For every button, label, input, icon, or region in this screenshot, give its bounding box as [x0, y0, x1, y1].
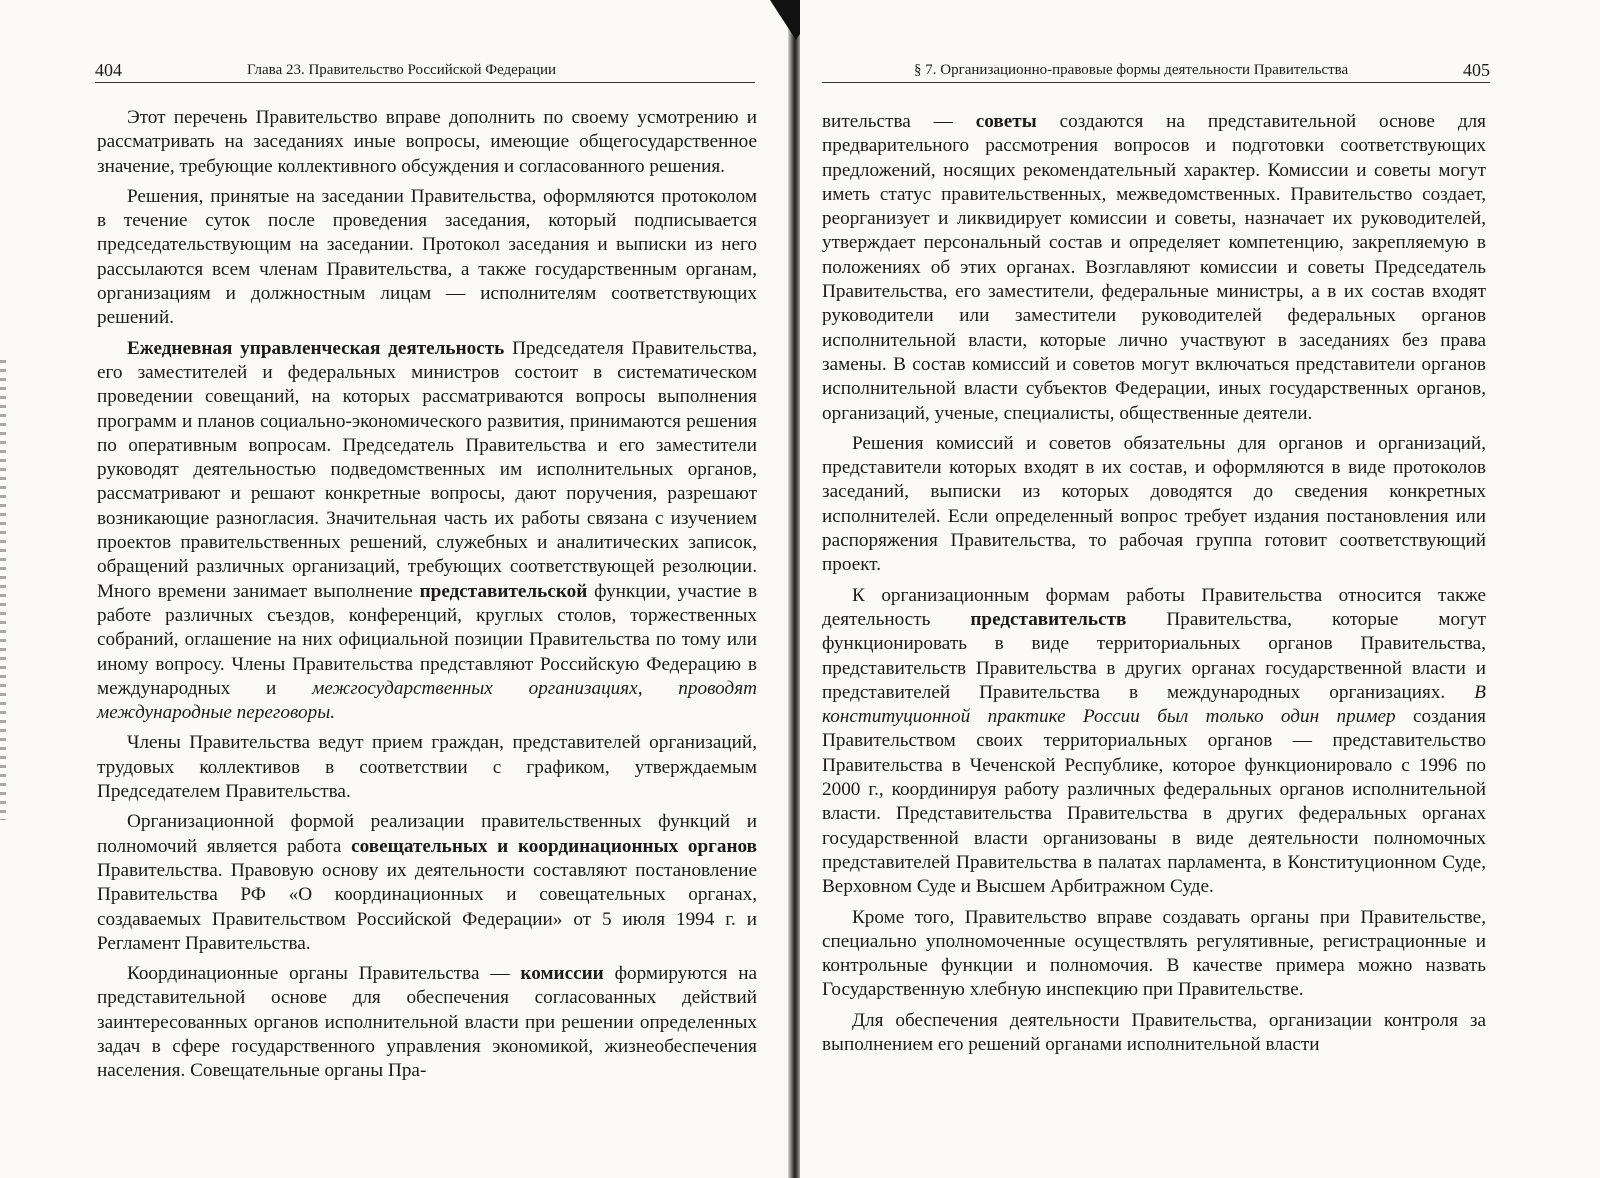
left-page — [0, 0, 790, 1178]
bold-term: комиссии — [520, 963, 604, 985]
left-page-header — [95, 58, 755, 83]
right-page — [800, 0, 1600, 1178]
text-run: вительства — — [822, 111, 976, 132]
text-run: Решения комиссий и советов обязательны для органов и организаций, представители которых входят в их состав, и оформляются в виде протоколов заседаний, выписки из которых доводятся до сведения конкретных исполнителей. Если определенный вопрос требует издания постановления или распоряжения Правительства, то рабочая группа готовит соответствующий проект. — [822, 432, 1486, 576]
bold-term: совещательных и координационных органов — [351, 835, 757, 857]
paragraph — [822, 906, 1486, 1003]
paragraph — [97, 731, 757, 804]
text-run: формируются на представительной основе для обеспечения согласованных действий заинтересованных органов исполнительной власти при решении определенных задач в сфере государственного управления экономикой, жизнеобеспечения населения. Совещательные органы Пра- — [97, 963, 757, 1082]
paragraph — [97, 337, 757, 726]
right-running-header: § 7. Организационно-правовые формы деятельности Правительства — [914, 62, 1349, 78]
text-run: К организационным формам работы Правительства относится также деятельность — [822, 584, 1486, 630]
italic-text: межгосударственных организациях, проводят международные переговоры. — [97, 677, 757, 724]
right-page-header — [822, 58, 1490, 83]
text-run: создания Правительством своих территориальных органов — представительство Правительства в Чеченской Республике, которое функционировало с 1996 по 2000 г., координируя работу различных федеральных органов исполнительной власти. Представительства Правительства в других федеральных органах государственной власти организованы в виде деятельности полномочных представителей Правительства в палатах парламента, в Конституционном Суде, Верховном Суде и Высшем Арбитражном Суде. — [822, 706, 1487, 898]
left-running-header: Глава 23. Правительство Российской Федерации — [247, 62, 557, 78]
text-run: Для обеспечения деятельности Правительства, организации контроля за выполнением его решений органами исполнительной власти — [822, 1009, 1486, 1055]
bold-term: представительской — [419, 580, 588, 602]
paragraph — [822, 584, 1486, 900]
paragraph — [97, 810, 757, 956]
right-page-body — [822, 110, 1486, 1057]
paragraph — [97, 106, 757, 179]
text-run: Координационные органы Правительства — — [127, 963, 521, 985]
text-run: Члены Правительства ведут прием граждан, представителей организаций, трудовых коллективов в соответствии с графиком, утверждаемым Председателем Правительства. — [97, 732, 757, 803]
bold-term: советы — [975, 111, 1037, 132]
text-run: создаются на представительной основе для предварительного рассмотрения вопросов и подготовки соответствующих предложений, носящих рекомендательный характер. Комиссии и советы могут иметь статус правительственных, межведомственных. Правительство создает, реорганизует и ликвидирует комиссии и советы, назначает их руководителей, утверждает персональный состав и определяет компетенцию, закрепляемую в положениях об этих органах. Возглавляют комиссии и советы Председатель Правительства, его заместители, федеральные министры, а в их состав входят руководители или заместители руководителей федеральных органов исполнительной власти, которые лично участвуют в заседаниях без права замены. В состав комиссий и советов могут включаться представители органов исполнительной власти субъектов Федерации, иных государственных органов, организаций, ученые, специалисты, общественные деятели. — [822, 111, 1486, 424]
left-page-body — [97, 106, 757, 1084]
left-page-number: 404 — [95, 60, 122, 80]
text-run: Правительства, которые могут функционировать в виде территориальных органов Правительства, представительств Правительства в других органах государственной власти и представителей Правительства в международных организациях. — [822, 608, 1486, 703]
bold-term: представительств — [970, 608, 1127, 630]
text-run: Правительства. Правовую основу их деятельности составляют постановление Правительства РФ «О координационных и совещательных органах, создаваемых Правительством Российской Федерации» от 5 июля 1994 г. и Регламент Правительства. — [97, 859, 757, 954]
text-run: Председателя Правительства, его заместителей и федеральных министров состоит в систематическом проведении совещаний, на которых рассматриваются вопросы выполнения программ и планов социально-экономического развития, принимаются решения по оперативным вопросам. Председатель Правительства и его заместители руководят деятельностью подведомственных им исполнительных органов, рассматривают и решают конкретные вопросы, дают поручения, разрешают возникающие разногласия. Значительная часть их работы связана с изучением проектов правительственных решений, служебных и аналитических записок, обращений различных организаций, требующих соответствующей резолюции. Много времени занимает выполнение — [97, 337, 757, 602]
paragraph — [822, 432, 1486, 578]
paragraph — [822, 1009, 1486, 1058]
scan-edge-marks — [0, 360, 6, 820]
text-run: Этот перечень Правительство вправе дополнить по своему усмотрению и рассматривать на заседаниях иные вопросы, имеющие общегосударственное значение, требующие коллективного обсуждения и согласованного решения. — [97, 107, 757, 177]
right-page-number: 405 — [1463, 60, 1490, 80]
text-run: Организационной формой реализации правительственных функций и полномочий является работа — [97, 811, 757, 857]
text-run: функции, участие в работе различных съездов, конференций, круглых столов, торжественных собраний, оглашение на них официальной позиции Правительства по тому или иному вопросу. Члены Правительства представляют Российскую Федерацию в международных и — [97, 580, 758, 699]
italic-text: В конституционной практике России был только один пример — [822, 681, 1486, 728]
paragraph — [822, 110, 1486, 426]
paragraph — [97, 962, 757, 1083]
paragraph — [97, 185, 757, 331]
text-run: Решения, принятые на заседании Правительства, оформляются протоколом в течение суток после проведения заседания, который подписывается председательствующим на заседании. Протокол заседания и выписки из него рассылаются всем членам Правительства, а также государственным органам, организациям и должностным лицам — исполнителям соответствующих решений. — [97, 185, 757, 329]
text-run: Кроме того, Правительство вправе создавать органы при Правительстве, специально уполномоченные осуществлять регулятивные, регистрационные и контрольные функции и полномочия. В качестве примера можно назвать Государственную хлебную инспекцию при Правительстве. — [822, 906, 1486, 1001]
bold-term: Ежедневная управленческая деятельность — [127, 337, 505, 359]
